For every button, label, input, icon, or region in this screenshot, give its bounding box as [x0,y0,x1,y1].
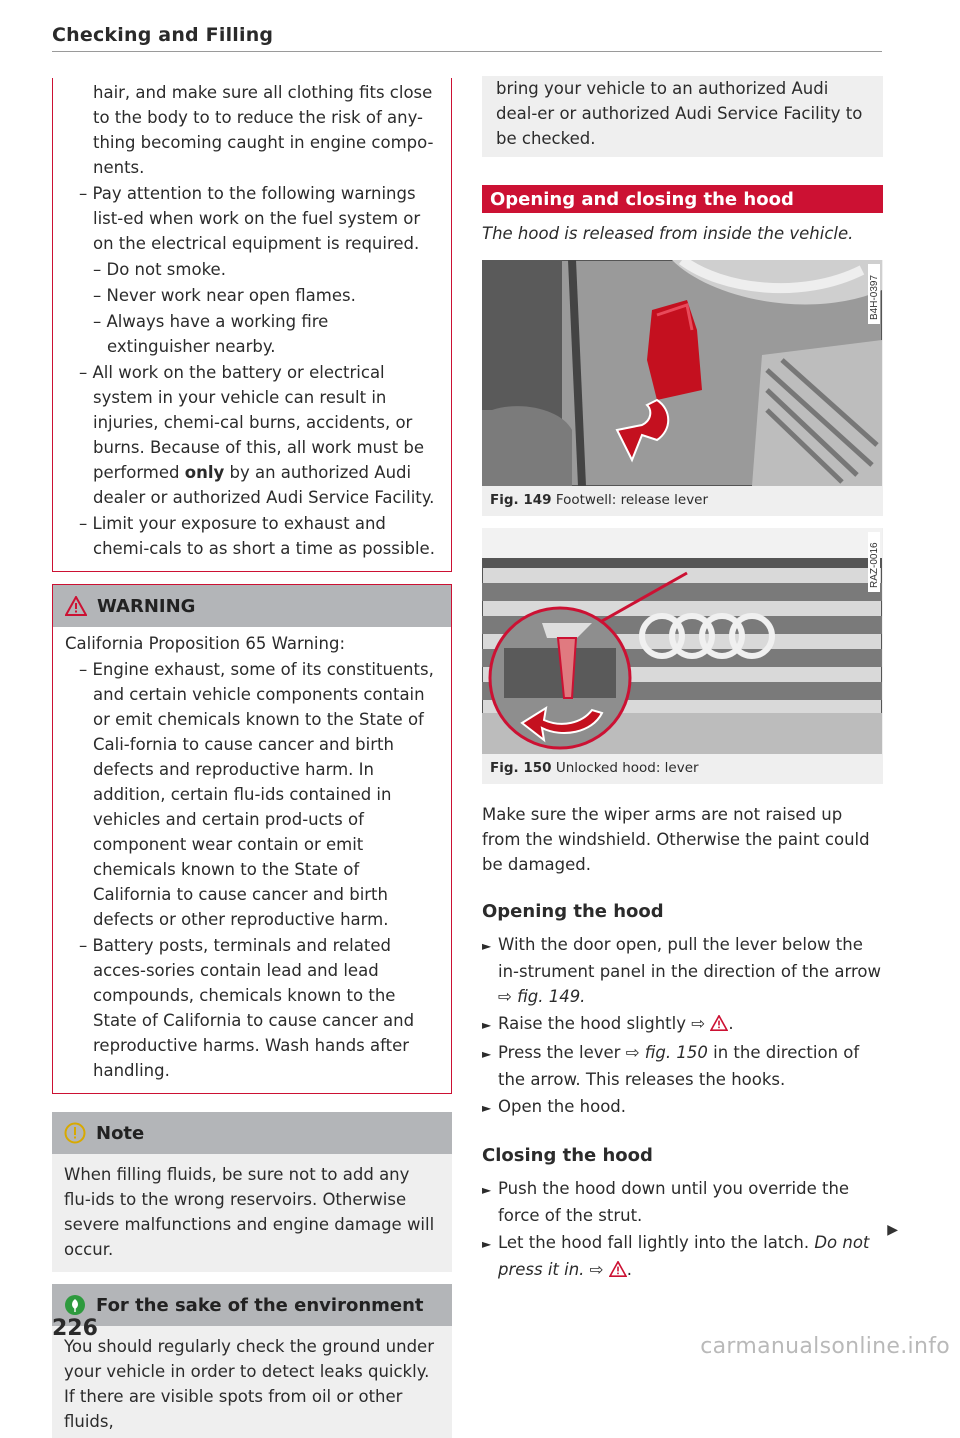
header-divider [52,51,882,52]
sub-list-item: – Never work near open flames. [93,286,356,305]
hood-lever-illustration [482,528,882,754]
figure-code: RAZ-0016 [869,542,880,588]
section-title: Opening and closing the hood [482,185,883,213]
figure-caption: Fig. 149 Footwell: release lever [490,492,709,508]
section-intro: The hood is released from inside the vehicle. [482,224,854,243]
figure-caption: Fig. 150 Unlocked hood: lever [490,760,699,776]
step-item: ► Push the hood down until you override the force of the strut. [482,1179,850,1225]
warning-continuation-box [52,78,452,572]
environment-header [52,1284,452,1326]
list-item-battery: – All work on the battery or electrical system in your vehicle can result in injuries, chemi-cal burns, accidents, or burns. Because of this, all work must be performed only by an authorized Audi dealer or authorized Audi Service Facility. [79,363,435,507]
right-column [482,76,883,1282]
list-item: – Engine exhaust, some of its constituents, and certain vehicle components contain or emit chemicals known to the State of Cali-fornia to cause cancer and birth defects and reproductive harm. In addition, certain flu-ids contained in vehicles and certain prod-ucts of component wear contain or emit chemicals known to the State of California to cause cancer and birth defects or other reproductive harm. [79,660,434,929]
note-box [52,1112,452,1272]
step-item: ► Raise the hood slightly ⇨ . [482,1011,883,1038]
step-bullet-icon: ► [482,1018,492,1032]
closing-heading: Closing the hood [482,1145,653,1166]
warning-title: WARNING [97,595,196,617]
step-bullet-icon: ► [482,1183,492,1197]
warning-intro: California Proposition 65 Warning: [65,634,346,653]
list-item: – Battery posts, terminals and related acces-sories contain lead and lead compounds, chemicals known to the State of California to cause cancer and reproductive harms. Wash hands after handling. [79,936,415,1080]
continue-arrow-icon: ▶ [887,1222,898,1238]
page-header-title: Checking and Filling [52,24,274,46]
note-title: Note [96,1122,145,1144]
step-bullet-icon: ► [482,1237,492,1251]
footwell-release-lever-illustration [482,260,882,486]
step-bullet-icon: ► [482,1047,492,1061]
step-item: ► Open the hood. [482,1094,883,1121]
note-header [52,1112,452,1154]
opening-steps [482,932,883,1121]
warning-triangle-icon [65,596,87,616]
step-item: ► Let the hood fall lightly into the latch. Do not press it in. ⇨ . [482,1233,870,1279]
list-item: – Limit your exposure to exhaust and chemi-cals to as short a time as possible. [79,514,435,558]
figure-150 [482,528,883,784]
list-item: – Pay attention to the following warnings list-ed when work on the fuel system or on the electrical equipment is required. [79,184,421,253]
note-text: When filling fluids, be sure not to add any flu-ids to the wrong reservoirs. Otherwise severe malfunctions and engine damage will occur. [64,1165,435,1259]
left-column [52,78,452,1438]
warning-box [52,584,452,1094]
step-bullet-icon: ► [482,1101,492,1115]
leaf-icon [64,1294,86,1316]
warning-triangle-icon [710,1014,728,1033]
watermark: carmanualsonline.info [700,1334,950,1359]
warning-body [53,627,451,1093]
sub-list-item: – Do not smoke. [93,260,226,279]
opening-heading: Opening the hood [482,901,664,922]
continued-paragraph: hair, and make sure all clothing fits close to the body to to reduce the risk of any-thing becoming caught in engine compo-nents. [93,83,434,177]
step-item: ► With the door open, pull the lever below the in-strument panel in the direction of the arrow ⇨ fig. 149. [482,935,881,1006]
warning-header [53,585,451,627]
environment-text: You should regularly check the ground under your vehicle in order to detect leaks quickly. If there are visible spots from oil or other fluids, [64,1337,434,1431]
wiper-paragraph: Make sure the wiper arms are not raised up from the windshield. Otherwise the paint could be damaged. [482,805,870,874]
sub-list-item: – Always have a working fire extinguisher nearby. [93,312,329,356]
step-item: ► Press the lever ⇨ fig. 150 in the direction of the arrow. This releases the hooks. [482,1043,860,1089]
continued-box: bring your vehicle to an authorized Audi deal-er or authorized Audi Service Facility to be checked. [482,76,883,157]
step-bullet-icon: ► [482,939,492,953]
figure-code: B4H-0397 [869,274,880,320]
warning-triangle-icon [609,1260,627,1279]
note-info-icon [64,1122,86,1144]
figure-149 [482,260,883,516]
page-number: 226 [52,1316,98,1341]
environment-box [52,1284,452,1438]
closing-steps [482,1176,883,1282]
environment-title: For the sake of the environment [96,1294,424,1316]
